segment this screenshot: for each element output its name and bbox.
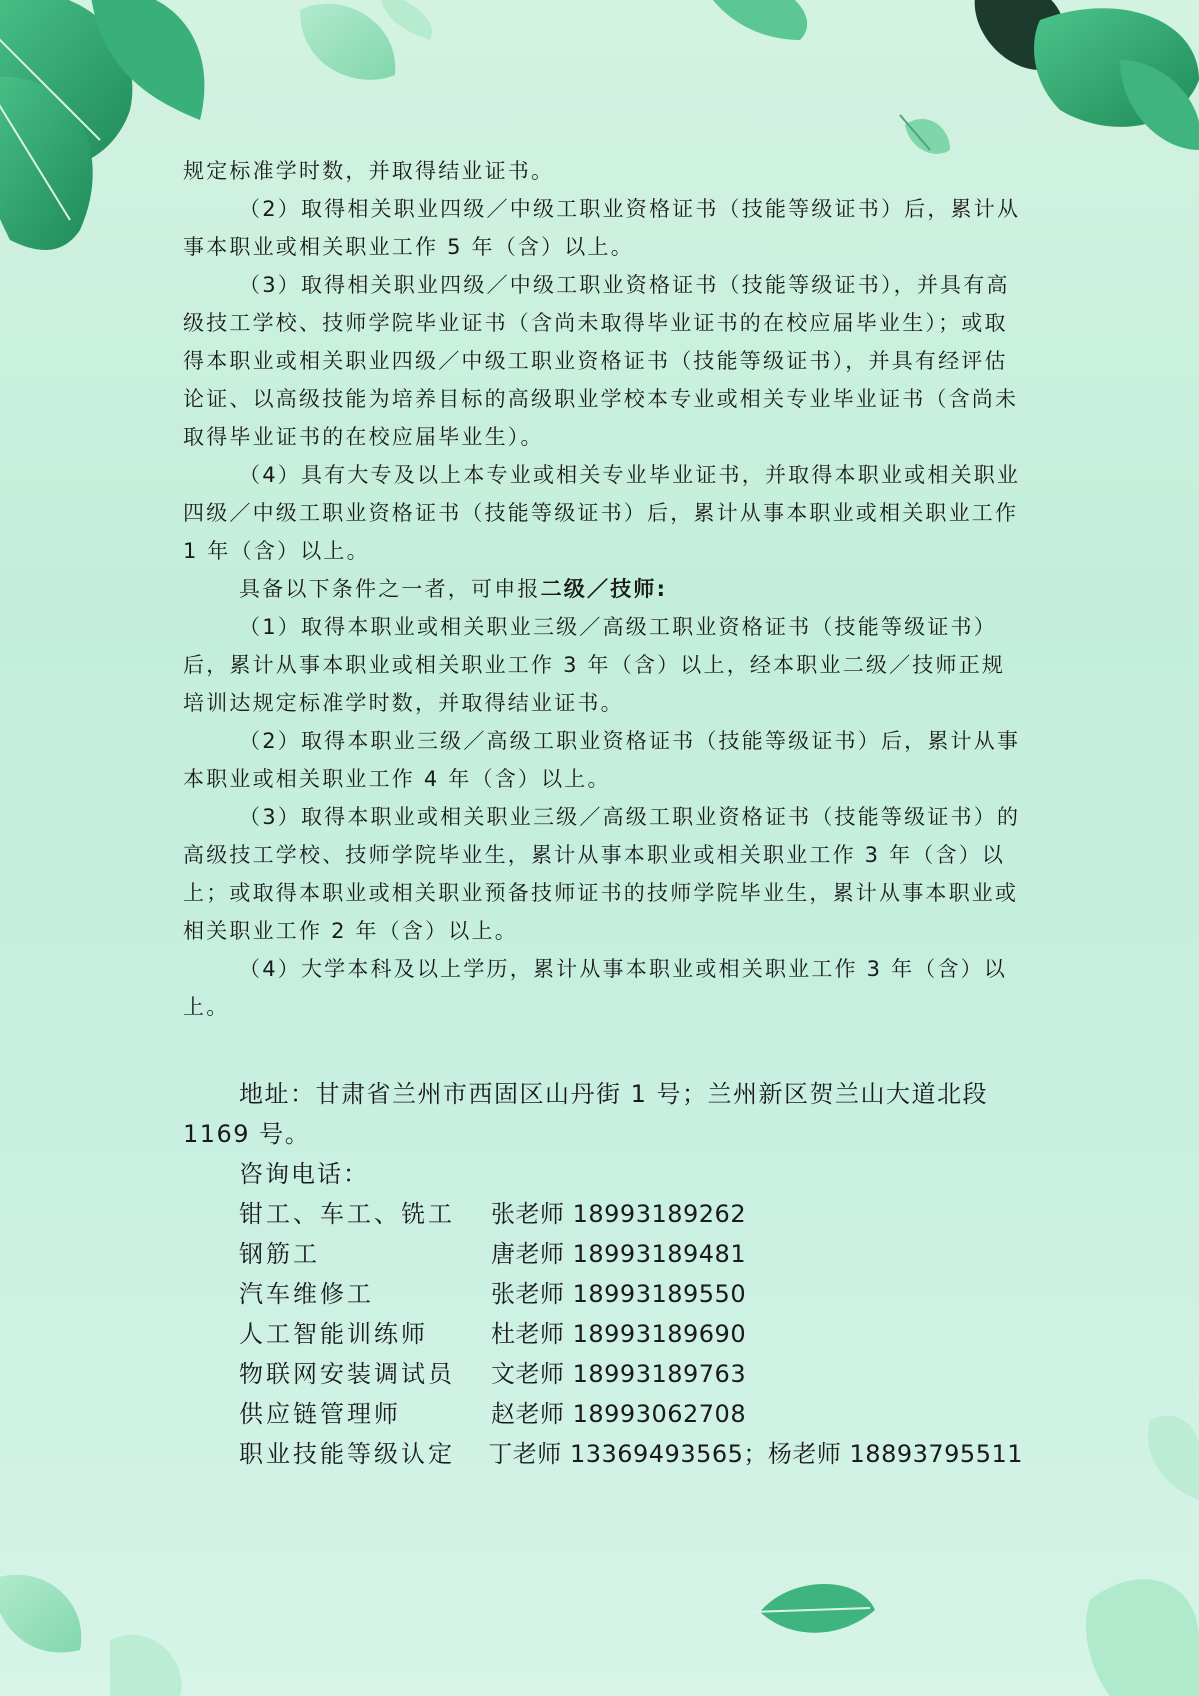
contact-row [239,1274,1023,1314]
level-paragraph-1: （1）取得本职业或相关职业三级／高级工职业资格证书（技能等级证书）后，累计从事本职业或相关职业工作 3 年（含）以上，经本职业二级／技师正规培训达规定标准学时数，并取得结业证书。 [183,615,1006,715]
contact-row [239,1314,1023,1354]
leaf-bottom-center [752,1584,875,1633]
contact-person: 张老师 18993189550 [491,1280,747,1308]
contact-person: 赵老师 18993062708 [491,1400,747,1428]
contact-job: 汽车维修工 [239,1280,374,1308]
contact-row [239,1194,1023,1234]
contact-block [183,1074,1023,1474]
paragraph-item-3: （3）取得相关职业四级／中级工职业资格证书（技能等级证书），并具有高级技工学校、技师学院毕业证书（含尚未取得毕业证书的在校应届毕业生）；或取得本职业或相关职业四级／中级工职业资格证书（技能等级证书），并具有经评估论证、以高级技能为培养目标的高级职业学校本专业或相关专业毕业证书（含尚未取得毕业证书的在校应届毕业生）。 [183,273,1019,449]
contact-person: 张老师 18993189262 [491,1200,747,1228]
contact-person: 丁老师 13369493565；杨老师 18893795511 [488,1440,1023,1468]
address: 地址：甘肃省兰州市西固区山丹街 1 号；兰州新区贺兰山大道北段 1169 号。 [183,1080,989,1148]
contact-job: 钳工、车工、铣工 [239,1200,455,1228]
contact-person: 文老师 18993189763 [491,1360,747,1388]
contact-row [239,1354,1023,1394]
contact-job: 物联网安装调试员 [239,1360,455,1388]
level-heading [183,570,1023,608]
level-heading-suffix: : [656,577,668,601]
contact-person: 唐老师 18993189481 [491,1240,747,1268]
contact-job: 人工智能训练师 [239,1320,428,1348]
leaf-top-right [700,0,1199,154]
contact-row [239,1434,1023,1474]
paragraph-item-2: （2）取得相关职业四级／中级工职业资格证书（技能等级证书）后，累计从事本职业或相关职业工作 5 年（含）以上。 [183,197,1021,259]
leaf-right-mid [1148,1416,1199,1500]
contact-row [239,1234,1023,1274]
level-paragraph-3: （3）取得本职业或相关职业三级／高级工职业资格证书（技能等级证书）的高级技工学校、技师学院毕业生，累计从事本职业或相关职业工作 3 年（含）以上；或取得本职业或相关职业预备技师证书的技师学院毕业生，累计从事本职业或相关职业工作 2 年（含）以上。 [183,805,1021,943]
contact-row [239,1394,1023,1434]
paragraph-item-4: （4）具有大专及以上本专业或相关专业毕业证书，并取得本职业或相关职业四级／中级工职业资格证书（技能等级证书）后，累计从事本职业或相关职业工作 1 年（含）以上。 [183,463,1021,563]
leaf-bottom-left [0,1575,182,1696]
leaf-bottom-right [1086,1579,1199,1696]
contact-job: 供应链管理师 [239,1400,401,1428]
phone-title: 咨询电话： [239,1160,369,1188]
contact-job: 钢筋工 [239,1240,320,1268]
paragraph-continuation: 规定标准学时数，并取得结业证书。 [183,159,555,183]
leaf-top-left [0,0,204,250]
level-heading-level: 二级／技师 [540,577,657,601]
level-paragraph-4: （4）大学本科及以上学历，累计从事本职业或相关职业工作 3 年（含）以上。 [183,957,1008,1019]
level-heading-prefix: 具备以下条件之一者，可申报 [239,577,541,601]
contact-person: 杜老师 18993189690 [491,1320,747,1348]
document-body [183,152,1023,1474]
contact-job: 职业技能等级认定 [239,1440,455,1468]
level-paragraph-2: （2）取得本职业三级／高级工职业资格证书（技能等级证书）后，累计从事本职业或相关职业工作 4 年（含）以上。 [183,729,1021,791]
leaf-top-center [300,0,432,80]
